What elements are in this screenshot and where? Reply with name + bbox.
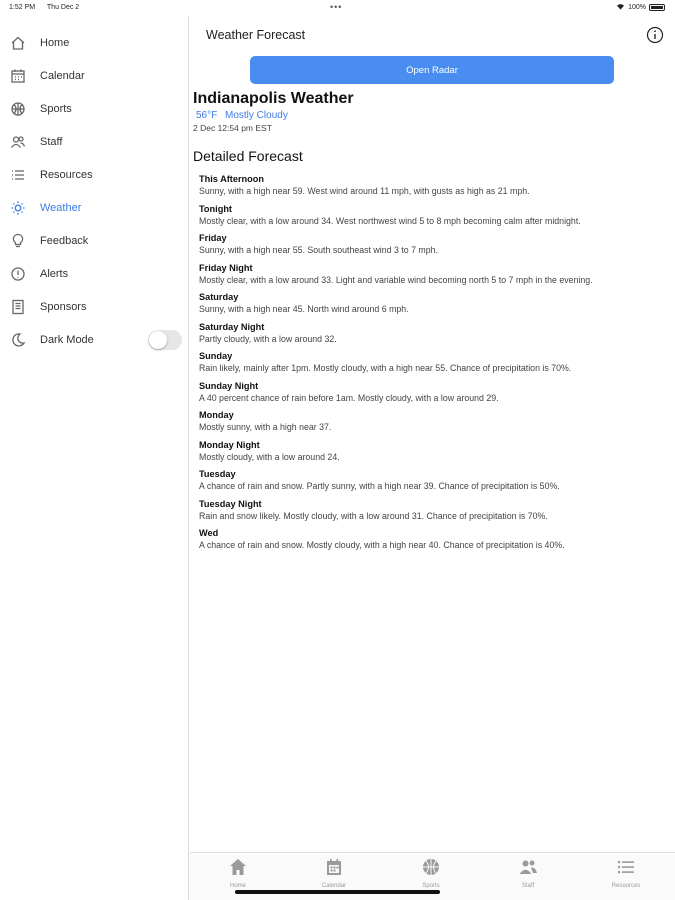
staff-icon bbox=[9, 133, 27, 151]
period-description: Sunny, with a high near 55. South southeast wind 3 to 7 mph. bbox=[199, 245, 438, 255]
tab-sports[interactable] bbox=[401, 857, 461, 889]
period-name: Saturday bbox=[199, 292, 239, 302]
sidebar-item-label: Feedback bbox=[40, 235, 89, 247]
wifi-icon bbox=[616, 3, 625, 12]
status-left bbox=[9, 4, 89, 11]
detailed-forecast-heading: Detailed Forecast bbox=[193, 148, 303, 164]
status-date: Thu Dec 2 bbox=[46, 4, 80, 11]
list-icon bbox=[616, 857, 636, 877]
current-conditions bbox=[196, 110, 293, 121]
forecast-period bbox=[199, 380, 669, 405]
period-name: This Afternoon bbox=[199, 174, 264, 184]
forecast-period bbox=[199, 527, 669, 552]
alert-icon bbox=[9, 265, 27, 283]
period-description: Mostly sunny, with a high near 37. bbox=[199, 422, 332, 432]
tab-label: Home bbox=[229, 883, 246, 889]
forecast-period bbox=[199, 350, 669, 375]
sidebar-item-sponsors[interactable] bbox=[0, 292, 189, 322]
sidebar-item-label: Sports bbox=[40, 103, 72, 115]
sidebar-item-calendar[interactable] bbox=[0, 61, 189, 91]
city-title: Indianapolis Weather bbox=[193, 90, 354, 107]
period-name: Friday Night bbox=[199, 262, 253, 273]
forecast-list bbox=[199, 173, 669, 557]
list-icon bbox=[9, 166, 27, 184]
period-description: Mostly clear, with a low around 33. Light and variable wind becoming north 5 to 7 mph in the evening. bbox=[199, 274, 593, 285]
current-temperature: 56°F bbox=[196, 110, 218, 121]
calendar-icon bbox=[324, 857, 344, 877]
sidebar-item-sports[interactable] bbox=[0, 94, 189, 124]
period-name: Tuesday bbox=[199, 469, 236, 479]
sidebar-item-dark-mode bbox=[0, 325, 189, 355]
period-description: A chance of rain and snow. Partly sunny, with a high near 39. Chance of precipitation is 50%. bbox=[199, 481, 560, 491]
sidebar-item-alerts[interactable] bbox=[0, 259, 189, 289]
forecast-period bbox=[199, 321, 669, 346]
status-right bbox=[616, 3, 665, 12]
multitasking-dots-icon[interactable]: ••• bbox=[330, 2, 343, 12]
forecast-period bbox=[199, 468, 669, 493]
period-description: Rain likely, mainly after 1pm. Mostly cloudy, with a high near 55. Chance of precipitation is 70%. bbox=[199, 363, 572, 373]
forecast-period bbox=[199, 203, 669, 228]
dark-mode-toggle[interactable] bbox=[148, 330, 182, 350]
sidebar-item-label: Weather bbox=[40, 202, 82, 214]
lightbulb-icon bbox=[9, 232, 27, 250]
sidebar bbox=[0, 16, 189, 900]
sidebar-item-label: Home bbox=[40, 37, 70, 49]
forecast-period bbox=[199, 439, 669, 464]
tab-calendar[interactable] bbox=[304, 857, 364, 889]
open-radar-button[interactable]: Open Radar bbox=[250, 56, 614, 84]
period-description: A chance of rain and snow. Mostly cloudy, with a high near 40. Chance of precipitation is 40%. bbox=[199, 540, 565, 550]
sidebar-item-label: Calendar bbox=[40, 70, 85, 82]
status-bar bbox=[0, 0, 675, 16]
tab-staff[interactable] bbox=[498, 857, 558, 889]
sponsors-icon bbox=[9, 298, 27, 316]
forecast-period bbox=[199, 173, 669, 198]
page-title: Weather Forecast bbox=[206, 28, 306, 42]
update-timestamp: 2 Dec 12:54 pm EST bbox=[193, 123, 272, 133]
period-name: Tuesday Night bbox=[199, 498, 262, 509]
period-name: Sunday Night bbox=[199, 380, 259, 391]
toggle-knob bbox=[149, 331, 167, 349]
period-description: Partly cloudy, with a low around 32. bbox=[199, 333, 337, 344]
period-description: Mostly clear, with a low around 34. West northwest wind 5 to 8 mph becoming calm after midnight. bbox=[199, 215, 581, 226]
forecast-period bbox=[199, 409, 669, 434]
period-name: Tonight bbox=[199, 203, 232, 214]
period-name: Monday Night bbox=[199, 439, 260, 450]
sports-icon bbox=[9, 100, 27, 118]
sidebar-item-label: Sponsors bbox=[40, 301, 87, 313]
sports-icon bbox=[421, 857, 441, 877]
main-content bbox=[190, 16, 675, 900]
sidebar-item-home[interactable] bbox=[0, 28, 189, 58]
period-name: Friday bbox=[199, 233, 227, 243]
forecast-period bbox=[199, 498, 669, 523]
sidebar-item-label: Dark Mode bbox=[40, 334, 94, 346]
period-description: A 40 percent chance of rain before 1am. Mostly cloudy, with a low around 29. bbox=[199, 392, 499, 403]
period-name: Wed bbox=[199, 528, 219, 538]
home-icon bbox=[228, 857, 248, 877]
period-description: Sunny, with a high near 59. West wind around 11 mph, with gusts as high as 21 mph. bbox=[199, 186, 530, 196]
period-description: Sunny, with a high near 45. North wind around 6 mph. bbox=[199, 304, 409, 314]
sidebar-item-label: Alerts bbox=[40, 268, 69, 280]
battery-percent: 100% bbox=[628, 4, 646, 11]
home-indicator[interactable] bbox=[235, 890, 440, 894]
sidebar-item-feedback[interactable] bbox=[0, 226, 189, 256]
tab-label: Calendar bbox=[321, 883, 347, 889]
forecast-period bbox=[199, 232, 669, 257]
sidebar-item-resources[interactable] bbox=[0, 160, 189, 190]
sidebar-item-staff[interactable] bbox=[0, 127, 189, 157]
forecast-period bbox=[199, 291, 669, 316]
period-description: Mostly cloudy, with a low around 24. bbox=[199, 451, 340, 462]
sun-icon bbox=[9, 199, 27, 217]
period-name: Saturday Night bbox=[199, 321, 265, 332]
sidebar-item-label: Resources bbox=[40, 169, 93, 181]
status-time: 1:52 PM bbox=[9, 4, 36, 11]
tab-resources[interactable] bbox=[596, 857, 656, 889]
current-condition: Mostly Cloudy bbox=[225, 110, 288, 121]
home-icon bbox=[9, 34, 27, 52]
battery-icon bbox=[649, 4, 665, 11]
period-description: Rain and snow likely. Mostly cloudy, with a low around 31. Chance of precipitation is 70%. bbox=[199, 510, 548, 521]
tab-label: Sports bbox=[422, 883, 440, 889]
tab-label: Staff bbox=[521, 883, 535, 889]
info-icon[interactable] bbox=[646, 26, 664, 44]
moon-icon bbox=[9, 331, 27, 349]
calendar-icon bbox=[9, 67, 27, 85]
staff-icon bbox=[518, 857, 538, 877]
forecast-period bbox=[199, 262, 669, 287]
period-name: Monday bbox=[199, 410, 234, 420]
period-name: Sunday bbox=[199, 351, 233, 361]
tab-label: Resources bbox=[611, 883, 641, 889]
tab-home[interactable] bbox=[208, 857, 268, 889]
sidebar-item-label: Staff bbox=[40, 136, 63, 148]
sidebar-item-weather[interactable] bbox=[0, 193, 189, 223]
